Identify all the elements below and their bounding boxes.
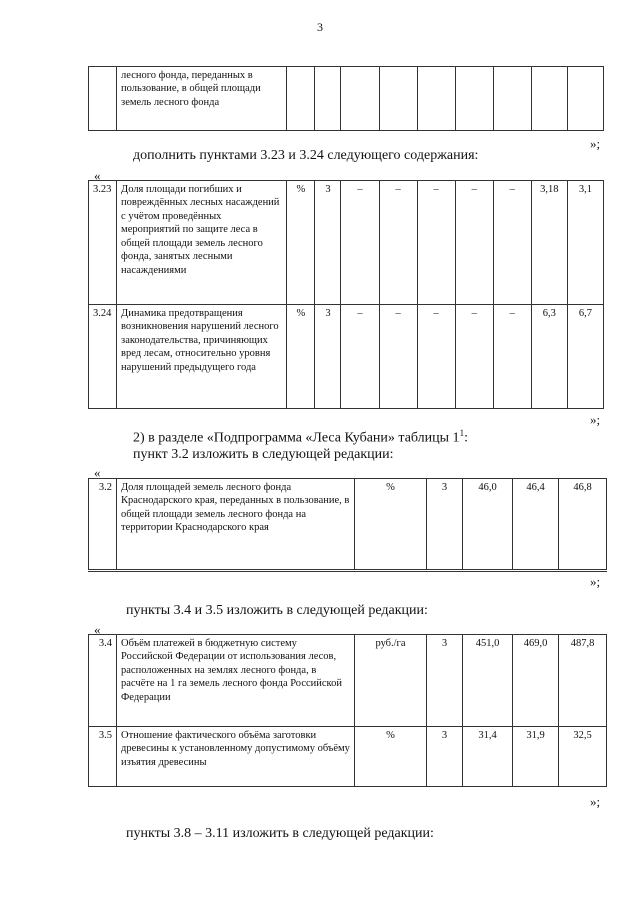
table-indicators-new (88, 180, 604, 409)
table-row (89, 305, 604, 409)
paragraph (133, 428, 468, 447)
cell-num: 3.5 (89, 727, 117, 787)
opening-quote: « (94, 622, 101, 637)
cell-unit: % (287, 181, 315, 305)
table-row (89, 727, 607, 787)
cell-unit: % (355, 727, 427, 787)
footnote-sup: 1 (459, 428, 465, 438)
cell-value: 32,5 (559, 727, 607, 787)
cell-num: 3.23 (89, 181, 117, 305)
cell-value: – (379, 305, 417, 409)
cell-name: Доля площади погибших и повреждённых лесных насаждений с учётом проведённых мероприятий по защите леса в общей площади земель лесного фонда, занятых лесными насаждениями (117, 181, 287, 305)
cell-value: 46,8 (559, 479, 607, 571)
opening-quote: « (94, 168, 101, 183)
cell-name: Доля площадей земель лесного фонда Краснодарского края, переданных в пользование, в общей площади земель лесного фонда на территории Краснодарского края (117, 479, 355, 571)
cell-value: 451,0 (463, 635, 513, 727)
table-continuation (88, 66, 604, 131)
cell-value: – (379, 181, 417, 305)
cell-value: – (341, 305, 379, 409)
cell-num: 3.2 (89, 479, 117, 571)
cell-code: 3 (315, 181, 341, 305)
cell-code: 3 (315, 305, 341, 409)
cell-num: 3.24 (89, 305, 117, 409)
table-row (89, 67, 604, 131)
cell-value: – (493, 305, 531, 409)
cell-value: 487,8 (559, 635, 607, 727)
cell-value: – (341, 181, 379, 305)
page-number: 3 (317, 20, 323, 34)
closing-quote: »; (590, 794, 601, 809)
cell-value: – (455, 181, 493, 305)
cell-unit: % (355, 479, 427, 571)
cell-value: 46,0 (463, 479, 513, 571)
opening-quote: « (94, 465, 101, 480)
cell-name: Отношение фактического объёма заготовки древесины к установленному допустимому объёму изъятия древесины (117, 727, 355, 787)
cell-value: 469,0 (513, 635, 559, 727)
cell-value: 6,3 (531, 305, 567, 409)
cell-value: – (417, 305, 455, 409)
table-row (89, 635, 607, 727)
table-indicators-3-4-3-5 (88, 634, 607, 787)
cell-value: 3,1 (567, 181, 603, 305)
paragraph: пункт 3.2 изложить в следующей редакции: (133, 447, 394, 462)
cell-value: 46,4 (513, 479, 559, 571)
table-row (89, 181, 604, 305)
table-indicator-3-2 (88, 478, 607, 572)
cell-name: Динамика предотвращения возникновения нарушений лесного законодательства, причиняющих вред лесам, относительно уровня нарушений предыдущего года (117, 305, 287, 409)
cell-unit: руб./га (355, 635, 427, 727)
closing-quote: »; (590, 574, 601, 589)
cell-value: – (493, 181, 531, 305)
cell-value: 31,4 (463, 727, 513, 787)
table-row (89, 479, 607, 571)
cell-code: 3 (427, 479, 463, 571)
cell-code: 3 (427, 635, 463, 727)
paragraph: пункты 3.8 – 3.11 изложить в следующей редакции: (126, 826, 434, 841)
cell-value: 6,7 (567, 305, 603, 409)
paragraph: дополнить пунктами 3.23 и 3.24 следующего содержания: (133, 148, 479, 163)
closing-quote: »; (590, 136, 601, 151)
cell-value: 3,18 (531, 181, 567, 305)
cell-num (89, 67, 117, 131)
cell-value: 31,9 (513, 727, 559, 787)
paragraph: пункты 3.4 и 3.5 изложить в следующей редакции: (126, 603, 428, 618)
paragraph-text: 2) в разделе «Подпрограмма «Леса Кубани» таблицы 1 (133, 430, 460, 446)
closing-quote: »; (590, 412, 601, 427)
cell-value: – (417, 181, 455, 305)
paragraph-end: : (464, 430, 468, 446)
cell-name: Объём платежей в бюджетную систему Российской Федерации от использования лесов, расположенных на землях лесного фонда, в расчёте на 1 га земель лесного фонда Российской Федерации (117, 635, 355, 727)
cell-num: 3.4 (89, 635, 117, 727)
cell-value: – (455, 305, 493, 409)
cell-unit: % (287, 305, 315, 409)
cell-code: 3 (427, 727, 463, 787)
cell-name: лесного фонда, переданных в пользование, в общей площади земель лесного фонда (117, 67, 287, 131)
